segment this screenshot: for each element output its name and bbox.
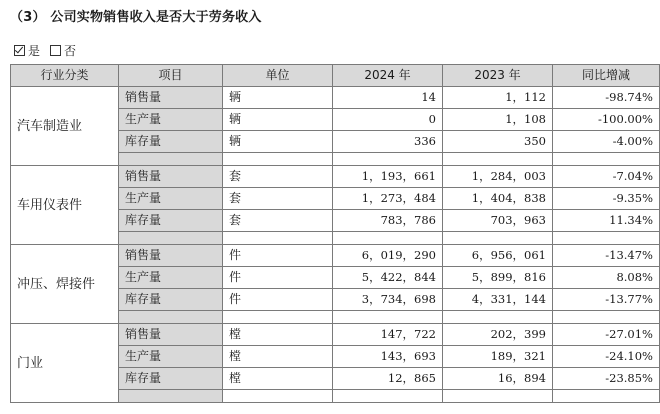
spacer-cell (119, 390, 223, 403)
unit-cell: 樘 (223, 324, 333, 346)
value-2023-cell: 1，284，003 (443, 166, 553, 188)
spacer-cell (553, 232, 660, 245)
spacer-cell (333, 153, 443, 166)
item-cell: 库存量 (119, 368, 223, 390)
change-cell: -4.00% (553, 131, 660, 153)
change-cell: -13.47% (553, 245, 660, 267)
industry-cell: 汽车制造业 (11, 87, 119, 166)
change-cell: 11.34% (553, 210, 660, 232)
value-2024-cell: 336 (333, 131, 443, 153)
table-header-row (11, 65, 660, 87)
checked-box-icon[interactable] (14, 45, 25, 56)
spacer-cell (119, 232, 223, 245)
item-cell: 库存量 (119, 289, 223, 311)
table-row (11, 324, 660, 346)
value-2023-cell: 350 (443, 131, 553, 153)
unit-cell: 辆 (223, 87, 333, 109)
unit-cell: 件 (223, 245, 333, 267)
value-2023-cell: 189，321 (443, 346, 553, 368)
value-2024-cell: 14 (333, 87, 443, 109)
change-cell: 8.08% (553, 267, 660, 289)
spacer-cell (553, 153, 660, 166)
industry-cell: 车用仪表件 (11, 166, 119, 245)
unit-cell: 套 (223, 166, 333, 188)
change-cell: -27.01% (553, 324, 660, 346)
spacer-cell (553, 390, 660, 403)
unit-cell: 件 (223, 289, 333, 311)
yes-no-choice (14, 42, 84, 59)
item-cell: 生产量 (119, 109, 223, 131)
industry-cell: 门业 (11, 324, 119, 403)
spacer-cell (119, 311, 223, 324)
production-sales-table (10, 64, 660, 403)
spacer-cell (223, 153, 333, 166)
spacer-cell (443, 232, 553, 245)
spacer-cell (553, 311, 660, 324)
value-2023-cell: 5，899，816 (443, 267, 553, 289)
option-yes[interactable] (14, 42, 40, 59)
unit-cell: 辆 (223, 131, 333, 153)
value-2023-cell: 4，331，144 (443, 289, 553, 311)
value-2023-cell: 1，108 (443, 109, 553, 131)
item-cell: 销售量 (119, 87, 223, 109)
spacer-cell (119, 153, 223, 166)
item-cell: 生产量 (119, 346, 223, 368)
change-cell: -7.04% (553, 166, 660, 188)
value-2023-cell: 703，963 (443, 210, 553, 232)
value-2023-cell: 16，894 (443, 368, 553, 390)
value-2023-cell: 1，112 (443, 87, 553, 109)
value-2024-cell: 0 (333, 109, 443, 131)
value-2024-cell: 1，273，484 (333, 188, 443, 210)
spacer-cell (223, 311, 333, 324)
header-yoy-change: 同比增减 (553, 65, 660, 87)
spacer-cell (443, 153, 553, 166)
value-2024-cell: 783，786 (333, 210, 443, 232)
value-2024-cell: 12，865 (333, 368, 443, 390)
value-2024-cell: 1，193，661 (333, 166, 443, 188)
unit-cell: 樘 (223, 368, 333, 390)
change-cell: -100.00% (553, 109, 660, 131)
item-cell: 生产量 (119, 267, 223, 289)
value-2024-cell: 143，693 (333, 346, 443, 368)
option-no[interactable] (50, 42, 76, 59)
spacer-cell (443, 311, 553, 324)
unchecked-box-icon[interactable] (50, 45, 61, 56)
industry-cell: 冲压、焊接件 (11, 245, 119, 324)
spacer-cell (333, 390, 443, 403)
change-cell: -13.77% (553, 289, 660, 311)
spacer-cell (333, 232, 443, 245)
header-unit: 单位 (223, 65, 333, 87)
change-cell: -9.35% (553, 188, 660, 210)
value-2024-cell: 147，722 (333, 324, 443, 346)
table-row (11, 245, 660, 267)
option-yes-label: 是 (28, 44, 41, 58)
header-2023: 2023 年 (443, 65, 553, 87)
option-no-label: 否 (64, 44, 77, 58)
unit-cell: 件 (223, 267, 333, 289)
spacer-cell (223, 232, 333, 245)
change-cell: -24.10% (553, 346, 660, 368)
item-cell: 销售量 (119, 166, 223, 188)
value-2023-cell: 1，404，838 (443, 188, 553, 210)
spacer-cell (443, 390, 553, 403)
item-cell: 销售量 (119, 245, 223, 267)
table-row (11, 87, 660, 109)
item-cell: 销售量 (119, 324, 223, 346)
header-industry: 行业分类 (11, 65, 119, 87)
item-cell: 库存量 (119, 210, 223, 232)
item-cell: 库存量 (119, 131, 223, 153)
unit-cell: 辆 (223, 109, 333, 131)
table-row (11, 166, 660, 188)
value-2023-cell: 6，956，061 (443, 245, 553, 267)
unit-cell: 套 (223, 210, 333, 232)
unit-cell: 套 (223, 188, 333, 210)
value-2024-cell: 6，019，290 (333, 245, 443, 267)
change-cell: -98.74% (553, 87, 660, 109)
spacer-cell (223, 390, 333, 403)
value-2024-cell: 5，422，844 (333, 267, 443, 289)
change-cell: -23.85% (553, 368, 660, 390)
header-2024: 2024 年 (333, 65, 443, 87)
value-2024-cell: 3，734，698 (333, 289, 443, 311)
spacer-cell (333, 311, 443, 324)
item-cell: 生产量 (119, 188, 223, 210)
header-item: 项目 (119, 65, 223, 87)
value-2023-cell: 202，399 (443, 324, 553, 346)
section-heading: （3） 公司实物销售收入是否大于劳务收入 (10, 10, 262, 25)
unit-cell: 樘 (223, 346, 333, 368)
